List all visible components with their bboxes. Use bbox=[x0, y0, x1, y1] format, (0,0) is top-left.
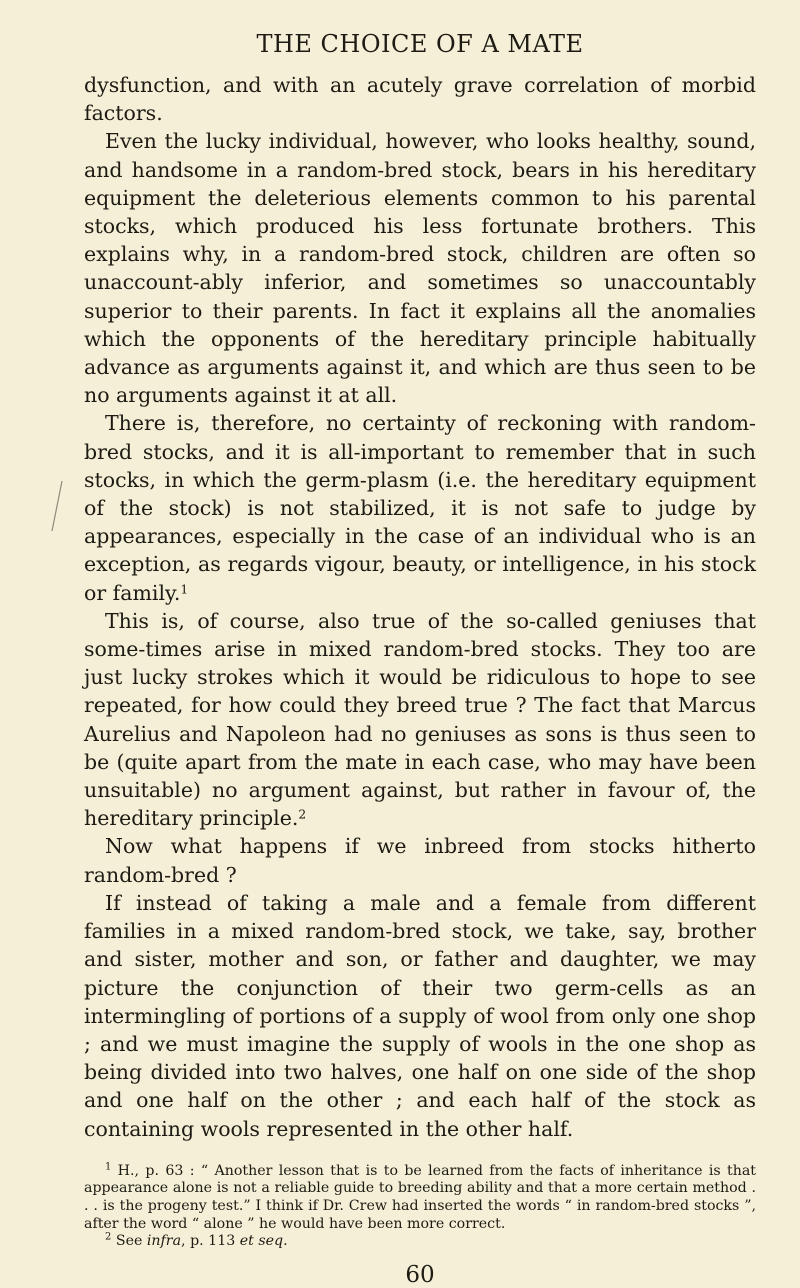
footnote-1-mark: 1 bbox=[105, 1161, 112, 1173]
body-text bbox=[84, 71, 756, 1143]
footnotes bbox=[84, 1163, 756, 1251]
footnote-2-et-seq: et seq. bbox=[239, 1233, 288, 1250]
footnote-2-middle: , p. 113 bbox=[181, 1233, 240, 1250]
paragraph-5: Now what happens if we inbreed from stocks hitherto random-bred ? bbox=[84, 834, 756, 887]
book-page bbox=[84, 32, 756, 1288]
footnote-2 bbox=[84, 1233, 756, 1251]
footnote-1 bbox=[84, 1163, 756, 1233]
paragraph-3 bbox=[84, 409, 756, 606]
paragraph-6: If instead of taking a male and a female from different families in a mixed random-bred stock, we take, say, brother and sister, mother and son, or father and daughter, we may picture the conjunction of their two germ-cells as an intermingling of portions of a supply of wool from only one shop ; and we must imagine the supply of wools in the one shop as being divided into two halves, one half on one side of the shop and one half on the other ; and each half of the stock as containing wools represented in the other half. bbox=[84, 890, 756, 1141]
footnote-ref-2[interactable]: 2 bbox=[298, 807, 307, 822]
paragraph-3-text: There is, therefore, no certainty of reckoning with random-bred stocks, and it is all-important to remember that in such stocks, in which the germ-plasm (i.e. the hereditary equipment of the stock) is not stabilized, it is not safe to judge by appearances, especially in the case of an individual who is an exception, as regards vigour, beauty, or intelligence, in his stock or family. bbox=[84, 411, 756, 605]
page-number: 60 bbox=[405, 1261, 435, 1288]
footnote-1-text: H., p. 63 : “ Another lesson that is to be learned from the facts of inheritance is that appearance alone is not a reliable guide to breeding ability and that a more certain method . . . is the progeny test.” I think if Dr. Crew had inserted the words “ in random-bred stocks ”, after the word “ alone ” he would have been more correct. bbox=[84, 1162, 756, 1232]
footnote-ref-1[interactable]: 1 bbox=[180, 581, 189, 596]
paragraph-4-text: This is, of course, also true of the so-called geniuses that some-times arise in mixed random-bred stocks. They too are just lucky strokes which it would be ridiculous to hope to see repeated, for how could they breed true ? The fact that Marcus Aurelius and Napoleon had no geniuses as sons is thus seen to be (quite apart from the mate in each case, who may have been unsuitable) no argument against, but rather in favour of, the hereditary principle. bbox=[84, 608, 756, 831]
footnote-2-mark: 2 bbox=[105, 1231, 112, 1243]
paragraph-2: Even the lucky individual, however, who looks healthy, sound, and handsome in a random-bred stock, bears in his hereditary equipment the deleterious elements common to his parental stocks, which produced his less fortunate brothers. This explains why, in a random-bred stock, children are often so unaccount-ably inferior, and sometimes so unaccountably superior to their parents. In fact it explains all the anomalies which the opponents of the hereditary principle habitually advance as arguments against it, and which are thus seen to be no arguments against it at all. bbox=[84, 129, 756, 408]
pencil-mark bbox=[50, 480, 64, 532]
footnote-2-infra: infra bbox=[146, 1233, 182, 1250]
paragraph-4 bbox=[84, 607, 756, 833]
paragraph-1: dysfunction, and with an acutely grave correlation of morbid factors. bbox=[84, 73, 756, 126]
running-head: THE CHOICE OF A MATE bbox=[256, 30, 584, 58]
footnote-2-prefix: See bbox=[115, 1233, 147, 1250]
